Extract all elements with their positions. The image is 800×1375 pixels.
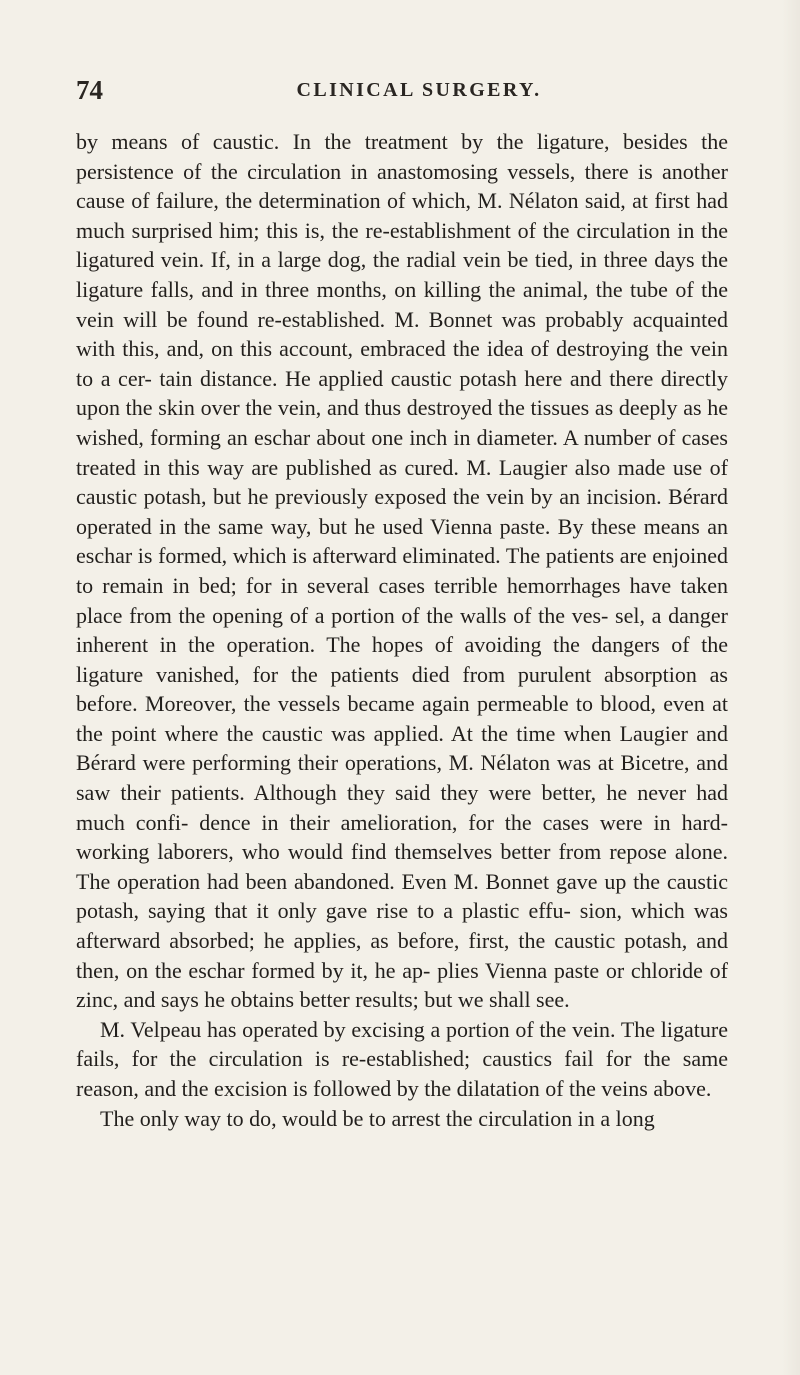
page-number: 74 <box>76 75 103 105</box>
page-header <box>76 72 726 108</box>
paragraph-2: M. Velpeau has operated by excising a portion of the vein. The ligature fails, for the circulation is re-established; caustics fail for the same reason, and the excision is followed by the dilatation of the veins above. <box>76 1016 728 1101</box>
paragraph-1: by means of caustic. In the treatment by the ligature, besides the persistence of the circulation in anastomosing vessels, there is another cause of failure, the determination of which, M. Nélaton said, at first had much surprised him; this is, the re-establishment of the circulation in the ligatured vein. If, in a large dog, the radial vein be tied, in three days the ligature falls, and in three months, on killing the animal, the tube of the vein will be found re-established. M. Bonnet was probably acquainted with this, and, on this account, embraced the idea of destroying the vein to a cer- tain distance. He applied caustic potash here and there directly upon the skin over the vein, and thus destroyed the tissues as deeply as he wished, forming an eschar about one inch in diameter. A number of cases treated in this way are published as cured. M. Laugier also made use of caustic potash, but he previously exposed the vein by an incision. Bérard operated in the same way, but he used Vienna paste. By these means an eschar is formed, which is afterward eliminated. The patients are enjoined to remain in bed; for in several cases terrible hemorrhages have taken place from the opening of a portion of the walls of the ves- sel, a danger inherent in the operation. The hopes of avoiding the dangers of the ligature vanished, for the patients died from purulent absorption as before. Moreover, the vessels became again permeable to blood, even at the point where the caustic was applied. At the time when Laugier and Bérard were performing their operations, M. Nélaton was at Bicetre, and saw their patients. Although they said they were better, he never had much confi- dence in their amelioration, for the cases were in hard-working laborers, who would find themselves better from repose alone. The operation had been abandoned. Even M. Bonnet gave up the caustic potash, saying that it only gave rise to a plastic effu- sion, which was afterward absorbed; he applies, as before, first, the caustic potash, and then, on the eschar formed by it, he ap- plies Vienna paste or chloride of zinc, and says he obtains better results; but we shall see. <box>76 129 728 1013</box>
paragraph-3: The only way to do, would be to arrest the circulation in a long <box>100 1105 655 1131</box>
page-edge-shadow <box>782 0 800 1375</box>
running-title: CLINICAL SURGERY. <box>296 79 542 101</box>
body-text <box>76 127 728 1133</box>
